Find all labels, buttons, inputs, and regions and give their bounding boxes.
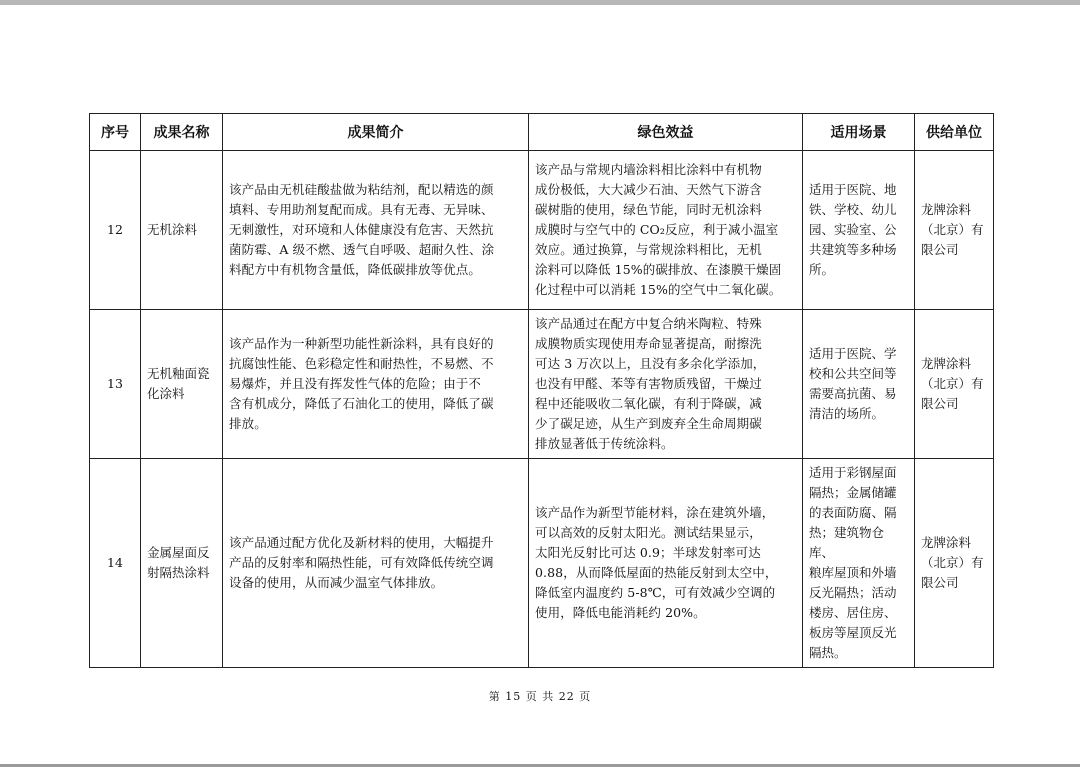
cell-name (141, 310, 223, 459)
green-text: 该产品与常规内墙涂料相比涂料中有机物 成份极低，大大减少石油、天然气下游含 碳树脂的使用，绿色节能，同时无机涂料 成膜时与空气中的 CO₂反应，利于减小温室 效应。通过换算，与常规涂料相比，无机 涂料可以降低 15%的碳排放、在漆膜干燥固 化过程中可以消耗 15%的空气中二氧化碳。 (535, 162, 782, 297)
intro-text: 该产品由无机硅酸盐做为粘结剂，配以精选的颜 填料、专用助剂复配而成。具有无毒、无异味、 无刺激性，对环境和人体健康没有危害、天然抗 菌防霉、A 级不燃、透气自呼吸、超耐久性、涂 料配方中有机物含量低，降低碳排放等优点。 (229, 182, 495, 277)
table-row (90, 151, 994, 310)
cell-seq: 13 (90, 310, 141, 459)
viewer-top-bar (0, 0, 1080, 5)
cell-intro (223, 151, 529, 310)
name-text: 无机釉面瓷 化涂料 (147, 366, 210, 401)
cell-seq: 12 (90, 151, 141, 310)
cell-supplier (915, 310, 994, 459)
header-scene: 适用场景 (803, 114, 915, 151)
header-name: 成果名称 (141, 114, 223, 151)
intro-text: 该产品通过配方优化及新材料的使用，大幅提升 产品的反射率和隔热性能，可有效降低传统空调 设备的使用，从而减少温室气体排放。 (229, 535, 494, 590)
header-green-benefit: 绿色效益 (529, 114, 803, 151)
name-text: 金属屋面反 射隔热涂料 (147, 545, 210, 580)
header-supplier: 供给单位 (915, 114, 994, 151)
cell-supplier (915, 459, 994, 668)
page-number-footer: 第 15 页 共 22 页 (488, 690, 592, 703)
supplier-text: 龙牌涂料 （北京）有 限公司 (921, 356, 984, 411)
intro-text: 该产品作为一种新型功能性新涂料，具有良好的 抗腐蚀性能、色彩稳定性和耐热性，不易燃、不 易爆炸，并且没有挥发性气体的危险；由于不 含有机成分，降低了石油化工的使用，降低了碳 排放。 (229, 336, 494, 431)
header-seq: 序号 (90, 114, 141, 151)
table-row (90, 459, 994, 668)
table-header-row (90, 114, 994, 151)
cell-scene (803, 310, 915, 459)
cell-intro (223, 459, 529, 668)
cell-scene (803, 459, 915, 668)
cell-name (141, 459, 223, 668)
scene-text: 适用于医院、地 铁、学校、幼儿 园、实验室、公 共建筑等多种场 所。 (809, 182, 897, 277)
table-row (90, 310, 994, 459)
supplier-text: 龙牌涂料 （北京）有 限公司 (921, 535, 984, 590)
header-intro: 成果简介 (223, 114, 529, 151)
scene-text: 适用于彩钢屋面 隔热；金属储罐 的表面防腐、隔 热；建筑物仓库、 粮库屋顶和外墙 反光隔热；活动 楼房、居住房、 板房等屋顶反光 隔热。 (809, 465, 897, 660)
cell-seq: 14 (90, 459, 141, 668)
cell-name (141, 151, 223, 310)
green-text: 该产品作为新型节能材料，涂在建筑外墙， 可以高效的反射太阳光。测试结果显示， 太阳光反射比可达 0.9；半球发射率可达 0.88，从而降低屋面的热能反射到太空中， 降低室内温度约 5-8℃，可有效减少空调的 使用，降低电能消耗约 20%。 (535, 505, 778, 620)
green-text: 该产品通过在配方中复合纳米陶粒、特殊 成膜物质实现使用寿命显著提高，耐擦洗 可达 3 万次以上，且没有多余化学添加， 也没有甲醛、苯等有害物质残留，干燥过 程中还能吸收二氧化碳，有利于降碳，减 少了碳足迹，从生产到废弃全生命周期碳 排放显著低于传统涂料。 (535, 316, 766, 451)
cell-green-benefit (529, 459, 803, 668)
cell-intro (223, 310, 529, 459)
scene-text: 适用于医院、学 校和公共空间等 需要高抗菌、易 清洁的场所。 (809, 346, 897, 421)
cell-green-benefit (529, 151, 803, 310)
cell-scene (803, 151, 915, 310)
cell-supplier (915, 151, 994, 310)
achievements-table (89, 113, 994, 668)
cell-green-benefit (529, 310, 803, 459)
supplier-text: 龙牌涂料 （北京）有 限公司 (921, 202, 984, 257)
name-text: 无机涂料 (147, 222, 198, 237)
